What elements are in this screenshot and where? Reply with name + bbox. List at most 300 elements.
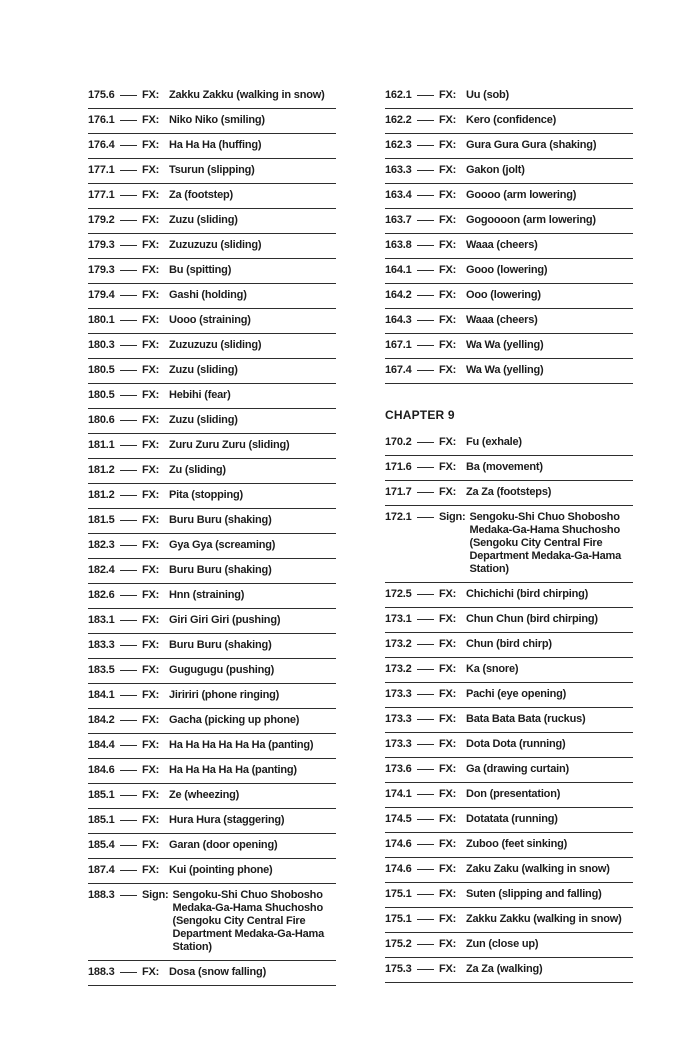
entry-page-panel-number: 179.4 [88,289,115,301]
fx-entry [88,534,336,559]
leader-line [120,972,137,973]
fx-entry [385,84,633,109]
fx-entry [385,109,633,134]
leader-line [120,570,137,571]
entry-text: Zuzuzuzu (sliding) [169,239,262,251]
leader-line [417,719,434,720]
entry-page-panel-number: 182.6 [88,589,115,601]
entry-page-panel-number: 184.4 [88,739,115,751]
entry-text: Sengoku-Shi Chuo Shobosho Medaka-Ga-Hama Shuchosho (Sengoku City Central Fire Department Medaka-Ga-Hama Station) [469,511,621,575]
entry-page-panel-number: 172.1 [385,511,412,523]
entry-text: Zuzu (sliding) [169,414,238,426]
entry-text: Giri Giri Giri (pushing) [169,614,281,626]
leader-line [417,170,434,171]
entry-text: Uooo (straining) [169,314,251,326]
leader-line [417,894,434,895]
entry-page-panel-number: 180.6 [88,414,115,426]
entry-type-label: FX: [142,89,160,101]
fx-entry [88,309,336,334]
entry-page-panel-number: 164.1 [385,264,412,276]
entry-text: Chichichi (bird chirping) [466,588,589,600]
entry-type-label: FX: [439,813,457,825]
entry-type-label: FX: [439,486,457,498]
leader-line [417,644,434,645]
entry-page-panel-number: 180.5 [88,364,115,376]
entry-text: Zaku Zaku (walking in snow) [466,863,610,875]
entry-type-label: FX: [142,514,160,526]
leader-line [120,170,137,171]
entry-page-panel-number: 174.6 [385,838,412,850]
entry-text: Zuzu (sliding) [169,214,238,226]
entry-page-panel-number: 175.3 [385,963,412,975]
fx-entry [385,858,633,883]
entry-text: Ka (snore) [466,663,519,675]
entry-type-label: FX: [439,164,457,176]
entry-type-label: FX: [142,664,160,676]
entry-page-panel-number: 181.1 [88,439,115,451]
entry-type-label: FX: [439,938,457,950]
chapter-heading: CHAPTER 9 [385,408,455,422]
leader-line [417,195,434,196]
entry-text: Goooo (arm lowering) [466,189,577,201]
entry-page-panel-number: 162.2 [385,114,412,126]
leader-line [120,395,137,396]
entry-text: Zun (close up) [466,938,539,950]
entry-text: Don (presentation) [466,788,561,800]
leader-line [120,845,137,846]
entry-page-panel-number: 175.2 [385,938,412,950]
entry-type-label: FX: [439,239,457,251]
entry-type-label: FX: [142,564,160,576]
leader-line [120,695,137,696]
entry-type-label: FX: [439,214,457,226]
entry-page-panel-number: 175.1 [385,913,412,925]
leader-line [417,517,434,518]
entry-type-label: FX: [142,139,160,151]
entry-page-panel-number: 188.3 [88,966,115,978]
fx-entry [385,733,633,758]
entry-page-panel-number: 181.2 [88,489,115,501]
fx-entry [88,784,336,809]
entry-page-panel-number: 177.1 [88,164,115,176]
fx-entry [385,359,633,384]
entry-text: Hebihi (fear) [169,389,231,401]
fx-entry [88,884,336,961]
entry-text: Zakku Zakku (walking in snow) [466,913,622,925]
fx-entry [88,609,336,634]
entry-text: Ga (drawing curtain) [466,763,569,775]
entry-text: Wa Wa (yelling) [466,364,544,376]
entry-page-panel-number: 163.4 [385,189,412,201]
entry-type-label: FX: [142,289,160,301]
leader-line [120,470,137,471]
leader-line [120,270,137,271]
entry-text: Zu (sliding) [169,464,226,476]
fx-entry [385,284,633,309]
entry-type-label: FX: [439,863,457,875]
entry-page-panel-number: 187.4 [88,864,115,876]
entry-type-label: FX: [439,838,457,850]
leader-line [417,969,434,970]
entry-type-label: FX: [439,913,457,925]
entry-type-label: FX: [142,864,160,876]
entry-page-panel-number: 182.4 [88,564,115,576]
entry-page-panel-number: 176.1 [88,114,115,126]
fx-entry [88,759,336,784]
entry-type-label: FX: [439,713,457,725]
fx-entry [88,734,336,759]
fx-entry [385,234,633,259]
fx-entry [88,109,336,134]
entry-text: Pachi (eye opening) [466,688,567,700]
fx-entry [385,633,633,658]
leader-line [417,442,434,443]
entry-page-panel-number: 171.7 [385,486,412,498]
leader-line [120,420,137,421]
leader-line [417,295,434,296]
entry-text: Za (footstep) [169,189,234,201]
entry-type-label: FX: [142,739,160,751]
fx-entry [385,309,633,334]
fx-entry [385,783,633,808]
entry-type-label: FX: [142,264,160,276]
leader-line [120,195,137,196]
entry-text: Bata Bata Bata (ruckus) [466,713,586,725]
entry-text: Gacha (picking up phone) [169,714,300,726]
fx-entry [88,384,336,409]
fx-entry [385,658,633,683]
fx-entry [385,758,633,783]
fx-entry [385,334,633,359]
entry-type-label: FX: [142,189,160,201]
entry-page-panel-number: 180.5 [88,389,115,401]
entry-page-panel-number: 185.4 [88,839,115,851]
entry-text: Zuboo (feet sinking) [466,838,568,850]
entry-text: Gogoooon (arm lowering) [466,214,596,226]
entry-text: Ba (movement) [466,461,543,473]
entry-type-label: Sign: [439,511,466,523]
entry-type-label: FX: [439,264,457,276]
entry-text: Zuzu (sliding) [169,364,238,376]
fx-entry [385,933,633,958]
entry-page-panel-number: 183.3 [88,639,115,651]
entry-type-label: FX: [142,839,160,851]
entry-type-label: FX: [142,414,160,426]
entry-page-panel-number: 177.1 [88,189,115,201]
entry-text: Suten (slipping and falling) [466,888,602,900]
leader-line [120,595,137,596]
entry-page-panel-number: 173.3 [385,738,412,750]
entry-text: Ha Ha Ha Ha Ha Ha (panting) [169,739,314,751]
entry-type-label: FX: [439,688,457,700]
entry-type-label: FX: [142,214,160,226]
fx-entry [385,708,633,733]
entry-text: Gashi (holding) [169,289,247,301]
entry-type-label: FX: [439,588,457,600]
entry-type-label: FX: [142,814,160,826]
leader-line [120,320,137,321]
entry-text: Tsurun (slipping) [169,164,255,176]
entry-page-panel-number: 170.2 [385,436,412,448]
entry-page-panel-number: 173.3 [385,713,412,725]
fx-entry [385,833,633,858]
leader-line [120,670,137,671]
fx-entry [385,209,633,234]
leader-line [120,770,137,771]
leader-line [417,619,434,620]
entry-page-panel-number: 184.1 [88,689,115,701]
fx-entry [385,159,633,184]
fx-entry [88,234,336,259]
entry-text: Za Za (walking) [466,963,543,975]
leader-line [417,844,434,845]
entry-text: Uu (sob) [466,89,510,101]
entry-type-label: FX: [439,788,457,800]
entry-page-panel-number: 176.4 [88,139,115,151]
entry-page-panel-number: 175.1 [385,888,412,900]
fx-entry [88,659,336,684]
entry-page-panel-number: 174.6 [385,863,412,875]
leader-line [120,370,137,371]
leader-line [417,694,434,695]
entry-type-label: FX: [439,963,457,975]
leader-line [120,745,137,746]
entry-type-label: FX: [439,289,457,301]
entry-page-panel-number: 163.7 [385,214,412,226]
entry-text: Kero (confidence) [466,114,557,126]
leader-line [417,95,434,96]
entry-type-label: FX: [142,764,160,776]
leader-line [120,620,137,621]
leader-line [417,919,434,920]
leader-line [417,220,434,221]
fx-entry [385,431,633,456]
leader-line [120,445,137,446]
leader-line [417,320,434,321]
fx-entry [88,809,336,834]
entry-page-panel-number: 167.4 [385,364,412,376]
entry-page-panel-number: 188.3 [88,889,115,901]
leader-line [417,345,434,346]
leader-line [120,145,137,146]
fx-entry [88,834,336,859]
fx-entry [88,559,336,584]
entry-type-label: FX: [142,239,160,251]
entry-page-panel-number: 185.1 [88,789,115,801]
fx-entry [385,456,633,481]
fx-entry [88,684,336,709]
entry-text: Niko Niko (smiling) [169,114,265,126]
fx-entry [88,159,336,184]
fx-entry [385,883,633,908]
entry-text: Zakku Zakku (walking in snow) [169,89,325,101]
leader-line [417,120,434,121]
entry-type-label: FX: [439,314,457,326]
entry-text: Hura Hura (staggering) [169,814,285,826]
entry-type-label: FX: [439,738,457,750]
leader-line [120,295,137,296]
entry-text: Buru Buru (shaking) [169,514,272,526]
entry-page-panel-number: 175.6 [88,89,115,101]
entry-type-label: FX: [142,364,160,376]
leader-line [120,545,137,546]
leader-line [417,467,434,468]
entry-page-panel-number: 163.3 [385,164,412,176]
entry-text: Gya Gya (screaming) [169,539,276,551]
fx-entry [88,134,336,159]
leader-line [120,520,137,521]
entry-page-panel-number: 184.6 [88,764,115,776]
entry-text: Dotatata (running) [466,813,558,825]
entry-page-panel-number: 179.2 [88,214,115,226]
entry-type-label: FX: [439,139,457,151]
entry-text: Waaa (cheers) [466,314,538,326]
sfx-translation-page [88,84,633,986]
entry-text: Pita (stopping) [169,489,243,501]
fx-entry [88,434,336,459]
entry-text: Wa Wa (yelling) [466,339,544,351]
fx-entry [88,584,336,609]
leader-line [120,120,137,121]
leader-line [120,720,137,721]
fx-entry [88,284,336,309]
entry-text: Bu (spitting) [169,264,232,276]
fx-entry [385,908,633,933]
fx-entry [88,484,336,509]
entry-page-panel-number: 185.1 [88,814,115,826]
leader-line [417,270,434,271]
entry-text: Jiririri (phone ringing) [169,689,280,701]
entry-type-label: FX: [439,461,457,473]
entry-type-label: FX: [142,689,160,701]
entry-type-label: FX: [142,114,160,126]
fx-entry [385,583,633,608]
entry-text: Waaa (cheers) [466,239,538,251]
entry-page-panel-number: 164.3 [385,314,412,326]
entry-page-panel-number: 181.2 [88,464,115,476]
entry-text: Ze (wheezing) [169,789,240,801]
entry-text: Chun (bird chirp) [466,638,552,650]
leader-line [120,795,137,796]
entry-text: Gakon (jolt) [466,164,525,176]
fx-entry [385,506,633,583]
entry-page-panel-number: 172.5 [385,588,412,600]
leader-line [120,645,137,646]
fx-entry [88,209,336,234]
leader-line [417,944,434,945]
leader-line [417,492,434,493]
entry-page-panel-number: 173.2 [385,663,412,675]
entry-text: Buru Buru (shaking) [169,564,272,576]
fx-entry [88,859,336,884]
entry-type-label: FX: [142,489,160,501]
entry-page-panel-number: 162.3 [385,139,412,151]
entry-page-panel-number: 180.3 [88,339,115,351]
entry-type-label: FX: [142,714,160,726]
leader-line [120,345,137,346]
entry-type-label: FX: [439,763,457,775]
entry-page-panel-number: 184.2 [88,714,115,726]
leader-line [417,744,434,745]
leader-line [417,769,434,770]
entry-page-panel-number: 174.5 [385,813,412,825]
leader-line [417,794,434,795]
entry-text: Fu (exhale) [466,436,522,448]
entry-text: Buru Buru (shaking) [169,639,272,651]
entry-page-panel-number: 164.2 [385,289,412,301]
entry-page-panel-number: 173.2 [385,638,412,650]
leader-line [417,594,434,595]
leader-line [417,245,434,246]
fx-entry [385,608,633,633]
entry-type-label: FX: [142,339,160,351]
entry-text: Dota Dota (running) [466,738,566,750]
fx-entry [385,481,633,506]
entry-type-label: FX: [439,364,457,376]
entry-type-label: FX: [439,888,457,900]
fx-entry [88,409,336,434]
entry-type-label: FX: [439,638,457,650]
leader-line [417,669,434,670]
left-column [88,84,336,986]
entry-page-panel-number: 167.1 [385,339,412,351]
fx-entry [88,709,336,734]
leader-line [120,870,137,871]
entry-page-panel-number: 179.3 [88,264,115,276]
entry-page-panel-number: 173.3 [385,688,412,700]
entry-type-label: FX: [142,464,160,476]
leader-line [417,145,434,146]
entry-text: Ha Ha Ha (huffing) [169,139,262,151]
entry-page-panel-number: 173.1 [385,613,412,625]
entry-page-panel-number: 180.1 [88,314,115,326]
entry-page-panel-number: 179.3 [88,239,115,251]
entry-type-label: FX: [439,339,457,351]
entry-page-panel-number: 174.1 [385,788,412,800]
entry-text: Sengoku-Shi Chuo Shobosho Medaka-Ga-Hama Shuchosho (Sengoku City Central Fire Department Medaka-Ga-Hama Station) [172,889,324,953]
fx-entry [88,184,336,209]
entry-page-panel-number: 183.1 [88,614,115,626]
entry-type-label: FX: [142,389,160,401]
entry-page-panel-number: 173.6 [385,763,412,775]
fx-entry [88,334,336,359]
entry-type-label: FX: [439,436,457,448]
leader-line [417,819,434,820]
entry-page-panel-number: 171.6 [385,461,412,473]
fx-entry [88,961,336,986]
entry-type-label: FX: [439,663,457,675]
fx-entry [88,84,336,109]
entry-text: Gugugugu (pushing) [169,664,275,676]
entry-text: Gooo (lowering) [466,264,548,276]
fx-entry [88,509,336,534]
entry-text: Ooo (lowering) [466,289,541,301]
entry-type-label: FX: [142,966,160,978]
leader-line [417,869,434,870]
entry-page-panel-number: 183.5 [88,664,115,676]
right-column [385,84,633,986]
entry-type-label: Sign: [142,889,169,901]
fx-entry [385,259,633,284]
leader-line [120,820,137,821]
leader-line [120,220,137,221]
leader-line [120,895,137,896]
entry-text: Za Za (footsteps) [466,486,552,498]
leader-line [417,370,434,371]
entry-type-label: FX: [142,589,160,601]
entry-type-label: FX: [142,539,160,551]
entry-type-label: FX: [142,164,160,176]
